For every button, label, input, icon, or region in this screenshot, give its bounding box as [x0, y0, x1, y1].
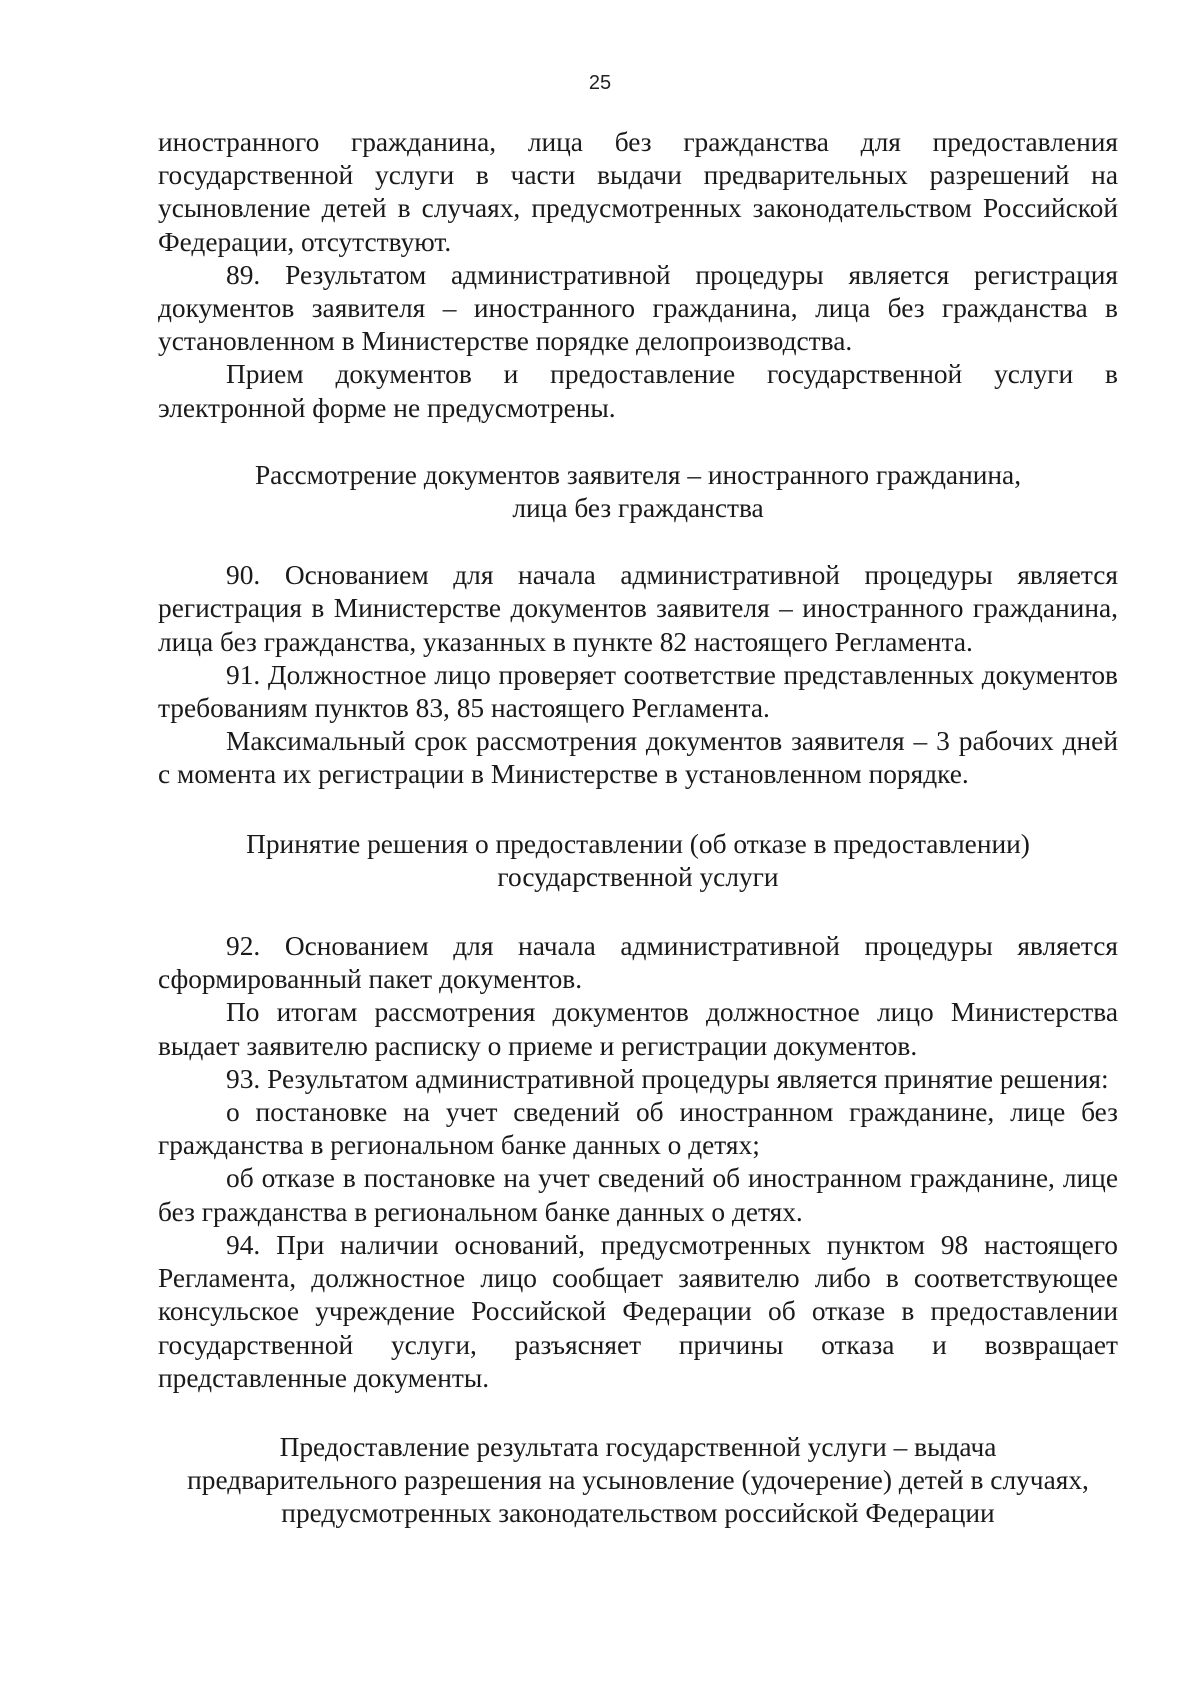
section-heading-line: Рассмотрение документов заявителя – иностранного гражданина, — [254, 459, 1022, 490]
section-heading — [158, 459, 1118, 525]
paragraph-92: 92. Основанием для начала административной процедуры является сформированный пакет документов. — [158, 931, 1118, 995]
paragraph: По итогам рассмотрения документов должностное лицо Министерства выдает заявителю расписку о приеме и регистрации документов. — [158, 997, 1118, 1061]
section-heading — [158, 828, 1118, 894]
paragraph-94: 94. При наличии оснований, предусмотренных пунктом 98 настоящего Регламента, должностное лицо сообщает заявителю либо в соответствующее консульское учреждение Российской Федерации об отказе в предоставлении государственной услуги, разъясняет причины отказа и возвращает представленные документы. — [158, 1229, 1118, 1393]
section-heading-line: лица без гражданства — [512, 493, 764, 524]
section-heading-line: предварительного разрешения на усыновление (удочерение) детей в случаях, — [187, 1465, 1089, 1496]
section-heading-line: Принятие решения о предоставлении (об отказе в предоставлении) — [246, 828, 1030, 859]
section-heading-line: государственной услуги — [497, 861, 779, 892]
paragraph-91: 91. Должностное лицо проверяет соответствие представленных документов требованиям пунктов 83, 85 настоящего Регламента. — [158, 659, 1118, 724]
section-heading-line: предусмотренных законодательством российской Федерации — [281, 1498, 995, 1529]
page-number: 25 — [588, 72, 612, 94]
paragraph-90: 90. Основанием для начала административной процедуры является регистрация в Министерстве документов заявителя – иностранного гражданина, лица без гражданства, указанных в пункте 82 настоящего Регламента. — [158, 560, 1118, 657]
paragraph: об отказе в постановке на учет сведений об иностранном гражданине, лице без гражданства в региональном банке данных о детях. — [158, 1163, 1118, 1227]
section-heading — [158, 1431, 1118, 1531]
paragraph: Прием документов и предоставление государственной услуги в электронной форме не предусмотрены. — [158, 359, 1118, 423]
paragraph-93: 93. Результатом административной процедуры является принятие решения: — [226, 1063, 1109, 1094]
paragraph-89: 89. Результатом административной процедуры является регистрация документов заявителя – иностранного гражданина, лица без гражданства в установленном в Министерстве порядке делопроизводства. — [158, 259, 1118, 357]
paragraph: Максимальный срок рассмотрения документов заявителя – 3 рабочих дней с момента их регистрации в Министерстве в установленном порядке. — [158, 726, 1118, 790]
paragraph: иностранного гражданина, лица без гражданства для предоставления государственной услуги в части выдачи предварительных разрешений на усыновление детей в случаях, предусмотренных законодательством Российской Федерации, отсутствуют. — [158, 127, 1118, 257]
section-heading-line: Предоставление результата государственной услуги – выдача — [279, 1431, 997, 1462]
document-body — [158, 126, 1118, 1531]
paragraph: о постановке на учет сведений об иностранном гражданине, лице без гражданства в региональном банке данных о детях; — [158, 1097, 1118, 1161]
